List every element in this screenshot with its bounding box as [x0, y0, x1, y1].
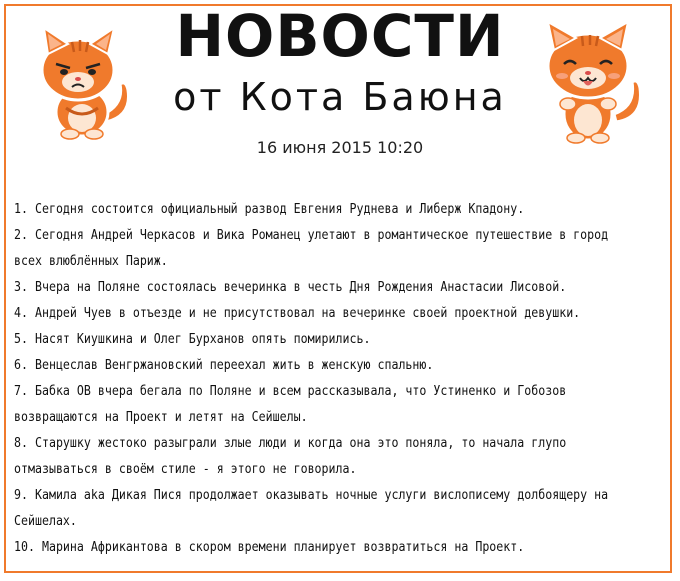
news-line: всех влюблённых Париж. [14, 253, 168, 269]
page-title: НОВОСТИ [175, 2, 505, 70]
news-line: 1. Сегодня состоится официальный развод Евгения Руднева и Либерж Кпадону. [14, 201, 525, 217]
page-subtitle: от Кота Баюна [173, 75, 507, 119]
news-line: 2. Сегодня Андрей Черкасов и Вика Романец улетают в романтическое путешествие в город [14, 227, 609, 243]
news-list [14, 196, 666, 560]
news-line: 5. Насят Киушкина и Олег Бурханов опять помирились. [14, 331, 371, 347]
news-line: возвращаются на Проект и летят на Сейшелы. [14, 409, 308, 425]
news-line: 6. Венцеслав Венгржановский переехал жить в женскую спальню. [14, 357, 434, 373]
news-line: 9. Камила aka Дикая Пися продолжает оказывать ночные услуги вислописему долбоящеру на [14, 487, 609, 503]
news-line: 10. Марина Африкантова в скором времени планирует возвратиться на Проект. [14, 539, 525, 555]
news-line: 7. Бабка ОВ вчера бегала по Поляне и всем рассказывала, что Устиненко и Гобозов [14, 383, 567, 399]
publish-date: 16 июня 2015 10:20 [256, 138, 424, 157]
news-line: отмазываться в своём стиле - я этого не говорила. [14, 461, 357, 477]
news-line: 4. Андрей Чуев в отъезде и не присутствовал на вечеринке своей проектной девушки. [14, 305, 581, 321]
news-line: Сейшелах. [14, 513, 77, 529]
grumpy-cat-icon [28, 24, 136, 144]
news-line: 8. Старушку жестоко разыграли злые люди и когда она это поняла, то начала глупо [14, 435, 567, 451]
news-line: 3. Вчера на Поляне состоялась вечеринка в честь Дня Рождения Анастасии Лисовой. [14, 279, 567, 295]
